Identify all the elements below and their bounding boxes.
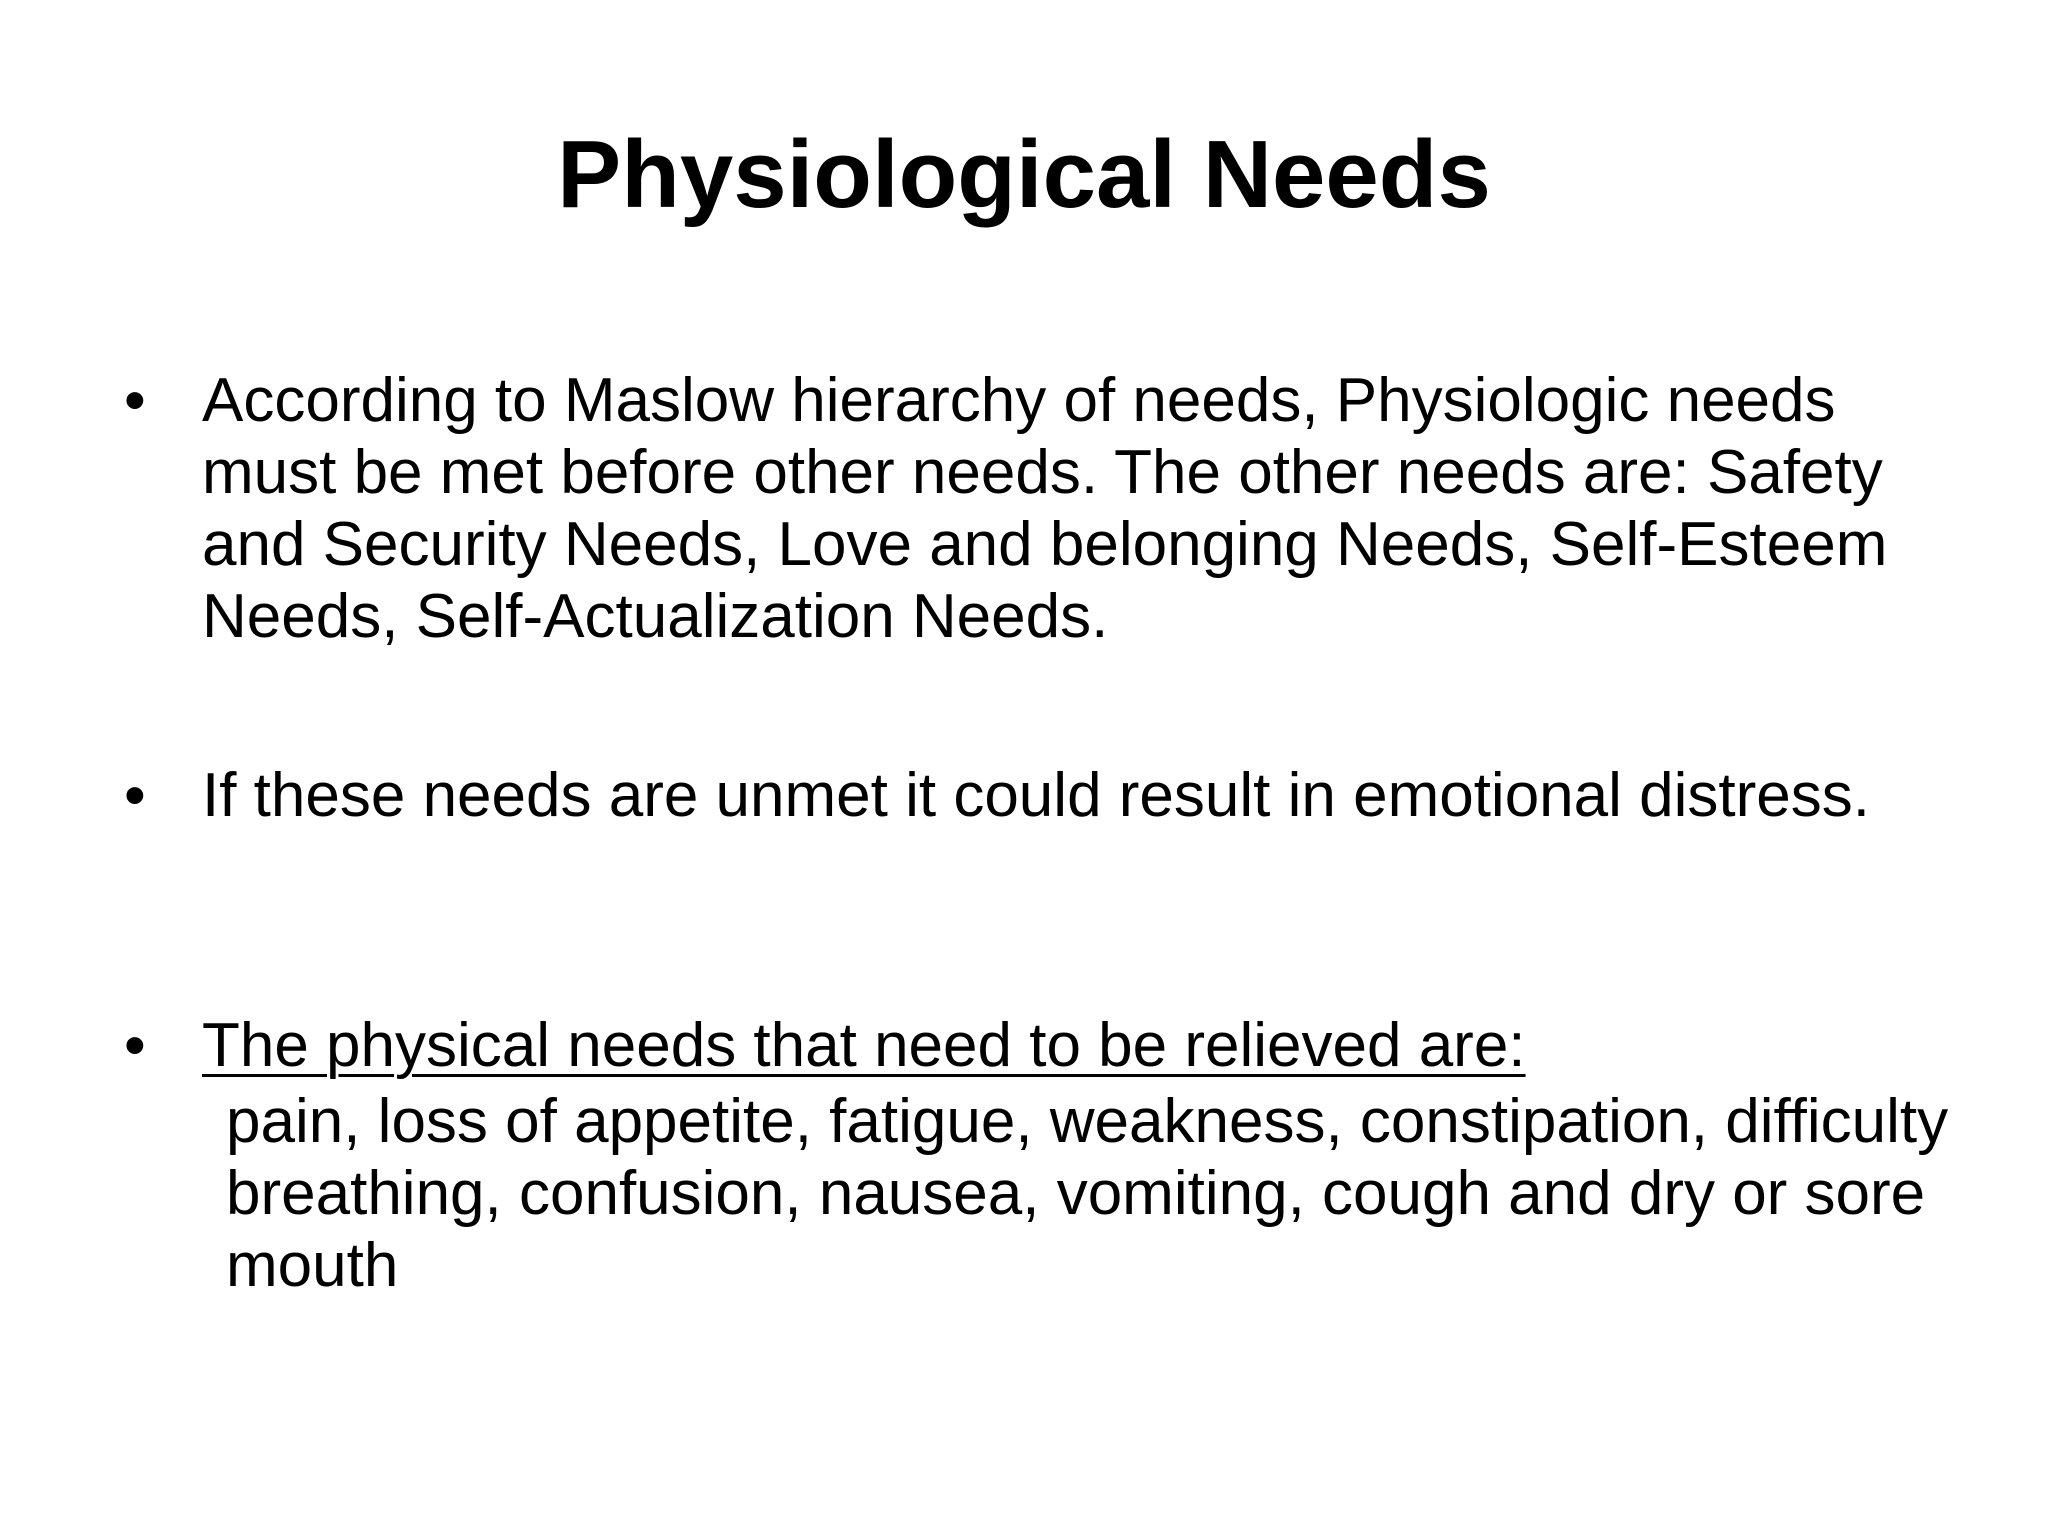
- bullet-text-maslow: According to Maslow hierarchy of needs, Physiologic needs must be met before other needs. The other needs are: Safety and Security Needs, Love and belonging Needs, Self-Esteem Needs, Self-Actualization Needs.: [202, 366, 1888, 651]
- bullet-icon: •: [124, 761, 146, 830]
- bullet-icon: •: [124, 1011, 146, 1080]
- physical-needs-list: pain, loss of appetite, fatigue, weakness, constipation, difficulty breathing, confusion, nausea, vomiting, cough and dry or sore mouth: [226, 1087, 1949, 1300]
- bullet-text-physical-needs: The physical needs that need to be relieved are:: [202, 1011, 1526, 1080]
- bullet-icon: •: [124, 366, 146, 435]
- slide-title: Physiological Needs: [557, 121, 1491, 228]
- bullet-text-unmet-needs: If these needs are unmet it could result in emotional distress.: [202, 761, 1870, 830]
